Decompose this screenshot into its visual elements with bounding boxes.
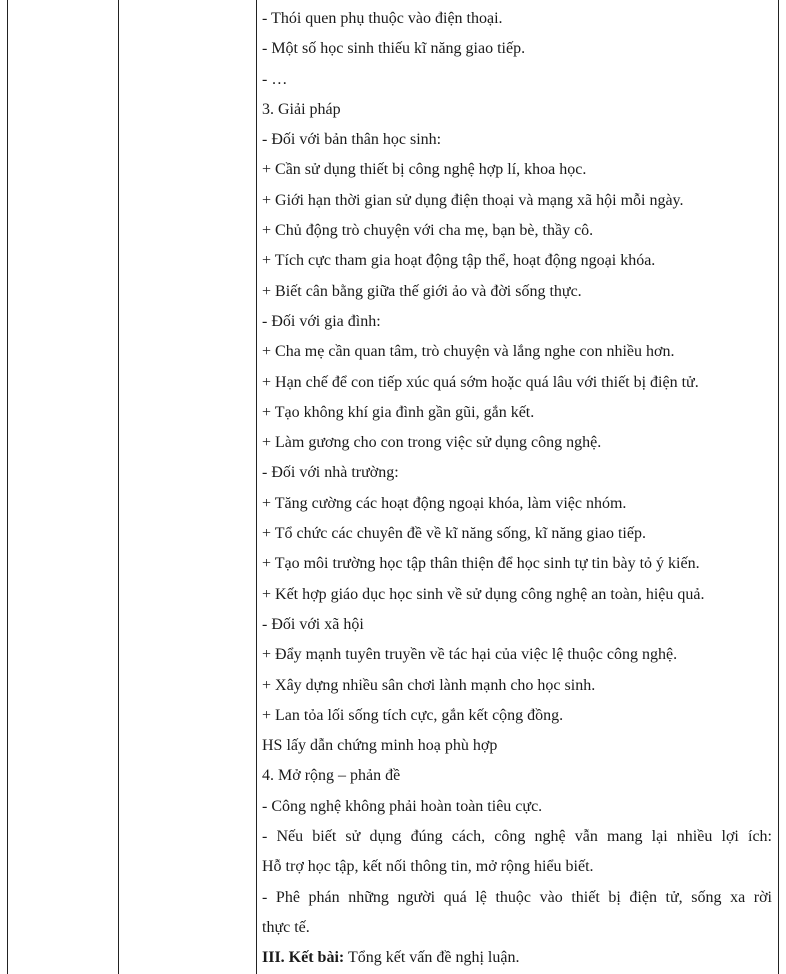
text-line: Hỗ trợ học tập, kết nối thông tin, mở rộng hiểu biết.: [262, 858, 594, 876]
section-heading-solutions: 3. Giải pháp: [262, 100, 341, 118]
text-line: + Tạo môi trường học tập thân thiện để học sinh tự tin bày tỏ ý kiến.: [262, 555, 700, 573]
text-line: - Đối với nhà trường:: [262, 464, 399, 482]
text-line: + Kết hợp giáo dục học sinh về sử dụng công nghệ an toàn, hiệu quả.: [262, 585, 705, 603]
text-line: + Cha mẹ cần quan tâm, trò chuyện và lắng nghe con nhiều hơn.: [262, 343, 675, 361]
column-1-cell: [8, 0, 119, 974]
text-line: - Nếu biết sử dụng đúng cách, công nghệ vẫn mang lại nhiều lợi ích:: [262, 828, 772, 846]
conclusion-text: Tổng kết vấn đề nghị luận.: [344, 949, 520, 967]
text-line: HS lấy dẫn chứng minh hoạ phù hợp: [262, 737, 498, 755]
text-line: + Xây dựng nhiều sân chơi lành mạnh cho học sinh.: [262, 676, 596, 694]
text-line: - Một số học sinh thiếu kĩ năng giao tiếp.: [262, 40, 526, 58]
text-line: + Tăng cường các hoạt động ngoại khóa, làm việc nhóm.: [262, 494, 627, 512]
text-line: - …: [262, 70, 288, 88]
text-line: + Tạo không khí gia đình gần gũi, gắn kết.: [262, 403, 535, 421]
text-line: + Làm gương cho con trong việc sử dụng công nghệ.: [262, 434, 602, 452]
text-line: + Cần sử dụng thiết bị công nghệ hợp lí, khoa học.: [262, 161, 587, 179]
text-line: - Thói quen phụ thuộc vào điện thoại.: [262, 10, 503, 27]
content-body: [257, 0, 778, 974]
text-line: + Hạn chế để con tiếp xúc quá sớm hoặc quá lâu với thiết bị điện tử.: [262, 373, 699, 391]
conclusion-label: III. Kết bài:: [262, 949, 345, 967]
text-line: + Tổ chức các chuyên đề về kĩ năng sống, kĩ năng giao tiếp.: [262, 525, 646, 543]
text-line: + Chủ động trò chuyện với cha mẹ, bạn bè, thầy cô.: [262, 222, 594, 240]
text-line: + Biết cân bằng giữa thế giới ảo và đời sống thực.: [262, 282, 582, 300]
text-line: + Giới hạn thời gian sử dụng điện thoại và mạng xã hội mỗi ngày.: [262, 191, 684, 209]
document-table: [7, 0, 779, 974]
section-heading-extension: 4. Mở rộng – phản đề: [262, 767, 401, 785]
text-line: + Lan tỏa lối sống tích cực, gắn kết cộng đồng.: [262, 706, 564, 724]
text-line: - Công nghệ không phải hoàn toàn tiêu cực.: [262, 797, 543, 815]
text-line: + Đẩy mạnh tuyên truyền về tác hại của việc lệ thuộc công nghệ.: [262, 646, 678, 664]
text-line: + Tích cực tham gia hoạt động tập thể, hoạt động ngoại khóa.: [262, 252, 656, 270]
text-line: thực tế.: [262, 918, 310, 936]
table-row: [8, 0, 779, 974]
text-line: - Đối với xã hội: [262, 615, 364, 633]
content-cell: [257, 0, 779, 974]
conclusion-line: [262, 943, 772, 973]
column-2-cell: [119, 0, 257, 974]
text-line: - Phê phán những người quá lệ thuộc vào thiết bị điện tử, sống xa rời: [262, 888, 772, 906]
text-line: - Đối với gia đình:: [262, 312, 381, 330]
text-line: - Đối với bản thân học sinh:: [262, 131, 442, 149]
